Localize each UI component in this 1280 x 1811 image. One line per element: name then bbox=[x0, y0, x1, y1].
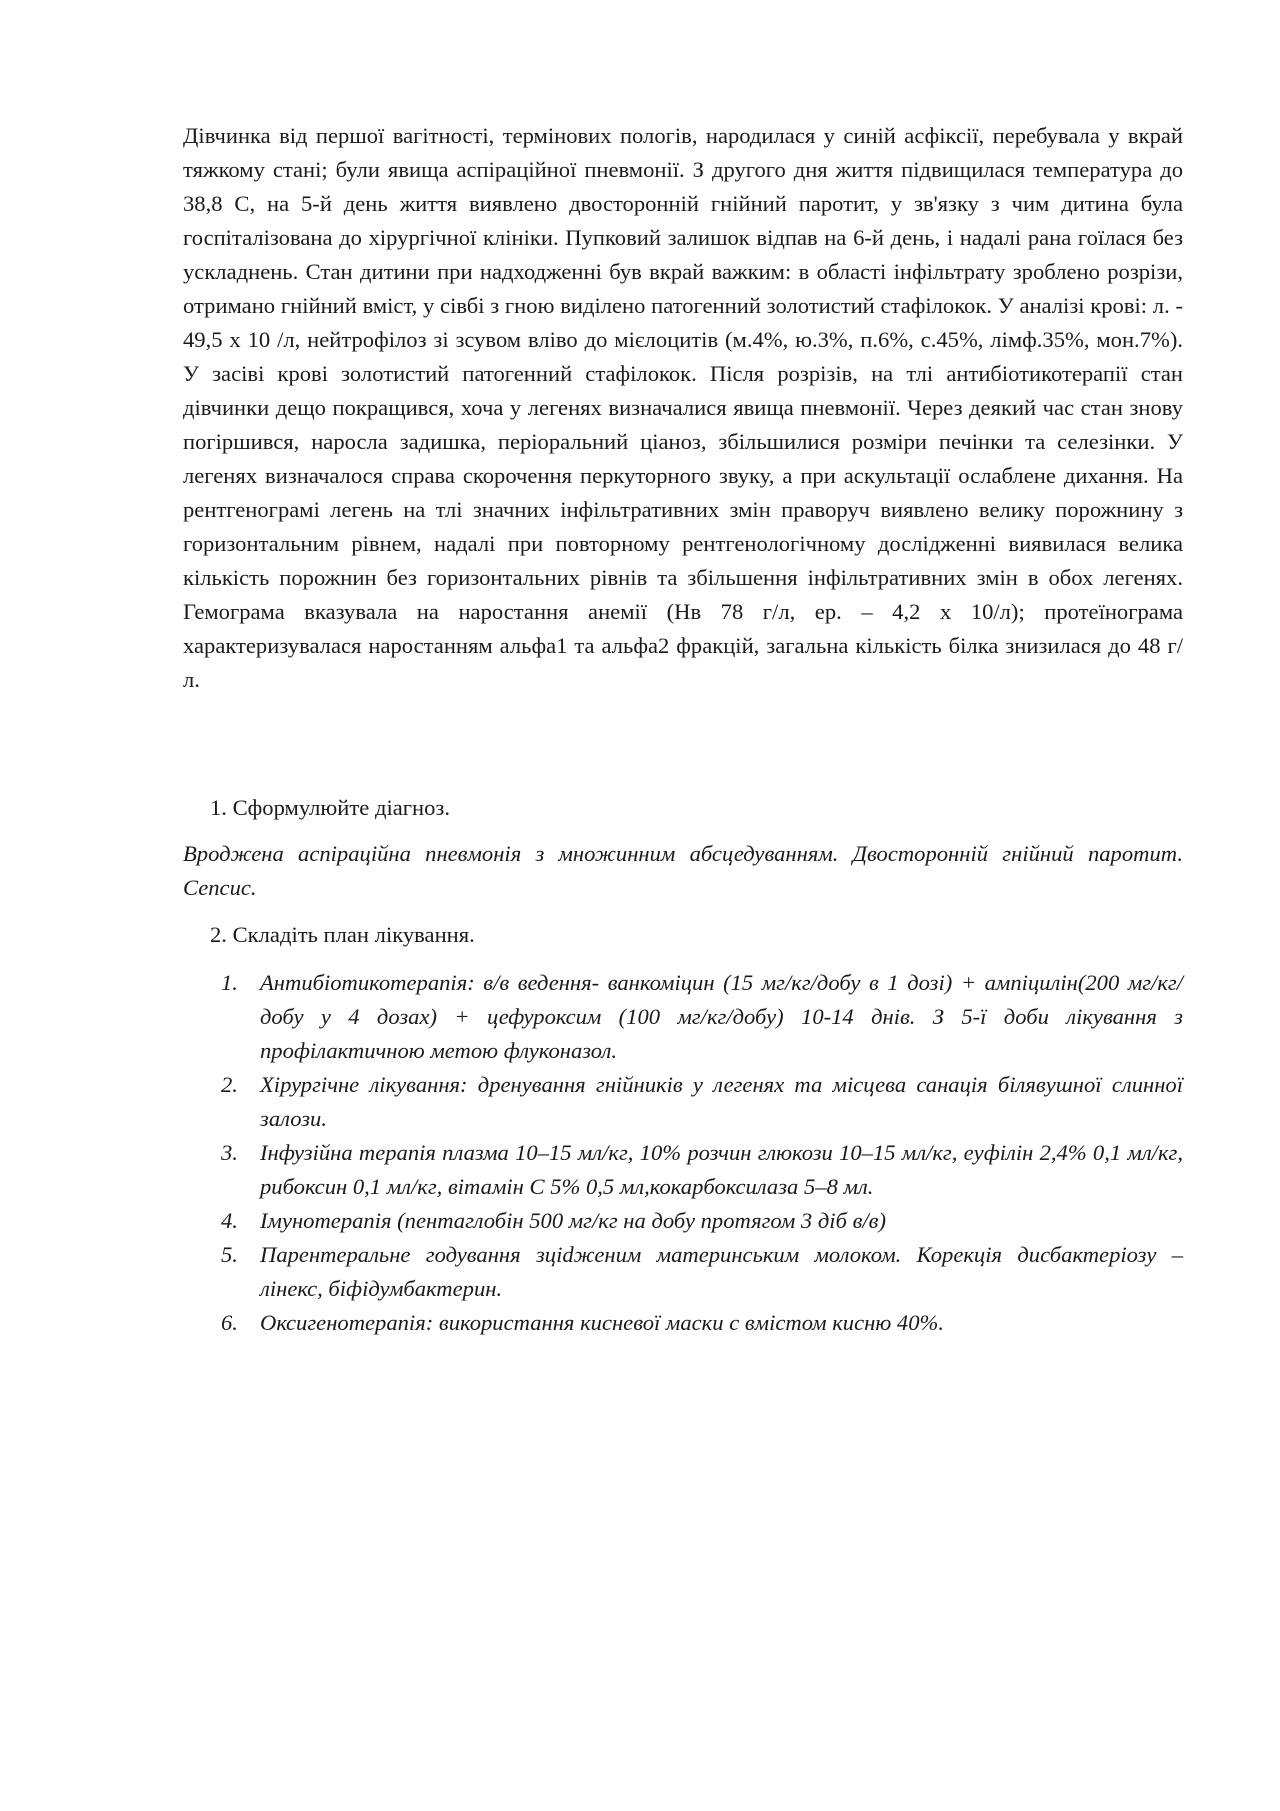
treatment-item-number: 3. bbox=[221, 1140, 238, 1165]
question-treatment-plan: 2. Складіть план лікування. bbox=[210, 922, 475, 947]
treatment-item-text: Парентеральне годування зціdженим материнським молоком. Корекція дисбактеріозу – лінекс, біфідумбактерин. bbox=[260, 1242, 1183, 1301]
treatment-item-number: 4. bbox=[221, 1208, 238, 1233]
treatment-item-number: 1. bbox=[221, 970, 238, 995]
treatment-plan-list bbox=[183, 966, 1183, 1340]
treatment-item bbox=[183, 966, 1183, 1068]
document-page bbox=[183, 119, 1183, 1340]
treatment-item-text: Імунотерапія (пентаглобін 500 мг/кг на добу протягом 3 діб в/в) bbox=[260, 1208, 887, 1233]
treatment-item bbox=[183, 1204, 1183, 1238]
case-description: Дівчинка від першої вагітності, термінових пологів, народилася у синій асфіксії, перебувала у вкрай тяжкому стані; були явища аспіраційної пневмонії. З другого дня життя підвищилася температура до 38,8 С, на 5-й день життя виявлено двосторонній гнійний паротит, у зв'язку з чим дитина була госпіталізована до хірургічної клініки. Пупковий залишок відпав на 6-й день, і надалі рана гоїлася без ускладнень. Стан дитини при надходженні був вкрай важким: в області інфільтрату зроблено розрізи, отримано гнійний вміст, у сівбі з гною виділено патогенний золотистий стафілокок. У аналізі крові: л. - 49,5 х 10 /л, нейтрофілоз зі зсувом вліво до мієлоцитів (м.4%, ю.3%, п.6%, с.45%, лімф.35%, мон.7%). У засіві крові золотистий патогенний стафілокок. Після розрізів, на тлі антибіотикотерапії стан дівчинки дещо покращився, хоча у легенях визначалися явища пневмонії. Через деякий час стан знову погіршився, наросла задишка, періоральний ціаноз, збільшилися розміри печінки та селезінки. У легенях визначалося справа скорочення перкуторного звуку, а при аскультації ослаблене дихання. На рентгенограмі легень на тлі значних інфільтративних змін праворуч виявлено велику порожнину з горизонтальним рівнем, надалі при повторному рентгенологічному дослідженні виявилася велика кількість порожнин без горизонтальних рівнів та збільшення інфільтративних змін в обох легенях. Гемограма вказувала на наростання анемії (Нв 78 г/л, ер. – 4,2 х 10/л); протеїнограма характеризувалася наростанням альфа1 та альфа2 фракцій, загальна кількість білка знизилася до 48 г/л. bbox=[183, 123, 1183, 692]
diagnosis-answer: Вроджена аспіраційна пневмонія з множинним абсцедуванням. Двосторонній гнійний паротит. Сепсис. bbox=[183, 841, 1183, 900]
treatment-item-text: Оксигенотерапія: використання кисневої маски с вмістом кисню 40%. bbox=[260, 1310, 944, 1335]
treatment-item-number: 6. bbox=[221, 1310, 238, 1335]
treatment-item-number: 5. bbox=[221, 1242, 238, 1267]
treatment-item-text: Інфузійна терапія плазма 10–15 мл/кг, 10% розчин глюкози 10–15 мл/кг, еуфілін 2,4% 0,1 мл/кг, рибоксин 0,1 мл/кг, вітамін С 5% 0,5 мл,кокарбоксилаза 5–8 мл. bbox=[260, 1140, 1183, 1199]
question-diagnosis: 1. Сформулюйте діагноз. bbox=[210, 795, 450, 820]
treatment-item-number: 2. bbox=[221, 1072, 238, 1097]
treatment-item bbox=[183, 1068, 1183, 1136]
treatment-item-text: Антибіотикотерапія: в/в ведення- ванкоміцин (15 мг/кг/добу в 1 дозі) + ампіцилін(200 мг/кг/добу у 4 дозах) + цефуроксим (100 мг/кг/добу) 10-14 днів. З 5-ї доби лікування з профілактичною метою флуконазол. bbox=[260, 970, 1183, 1063]
treatment-item bbox=[183, 1238, 1183, 1306]
treatment-item-text: Хірургічне лікування: дренування гнійників у легенях та місцева санація білявушної слинної залози. bbox=[260, 1072, 1183, 1131]
treatment-item bbox=[183, 1306, 1183, 1340]
treatment-item bbox=[183, 1136, 1183, 1204]
